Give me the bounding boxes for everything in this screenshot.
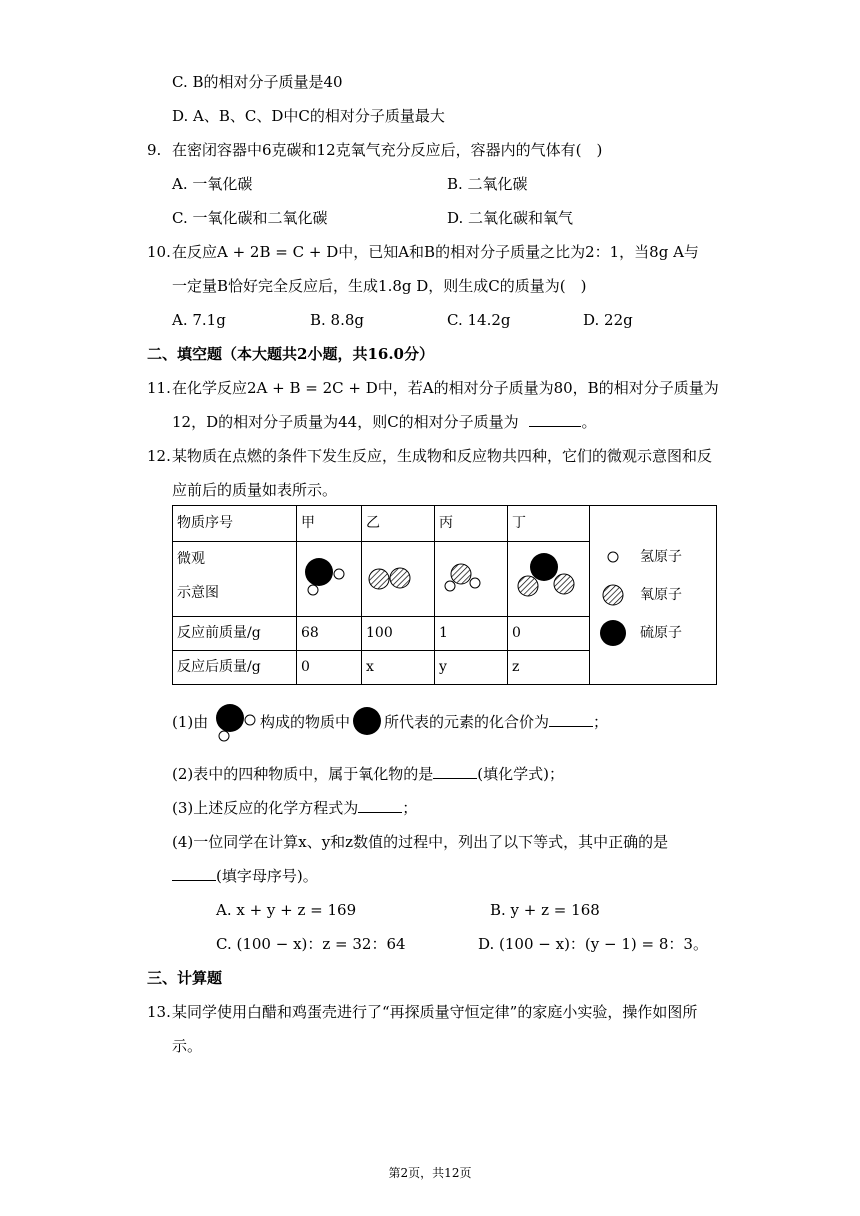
legend-oxygen-label: 氧原子 <box>640 586 682 603</box>
micro-ding <box>508 542 590 617</box>
legend-hydrogen-label: 氢原子 <box>640 548 682 565</box>
molecule-so2-icon <box>508 542 588 612</box>
sub3 <box>172 798 417 818</box>
sub4-text: (填字母序号)。 <box>216 867 318 885</box>
micro-bing <box>435 542 508 617</box>
sulfur-atom-icon <box>598 618 628 648</box>
q11-stem-line1: 在化学反应2A + B = 2C + D中，若A的相对分子质量为80，B的相对分子质量为 <box>172 379 719 397</box>
sub2-text: (2)表中的四种物质中，属于氧化物的是 <box>172 765 434 783</box>
after-yi: x <box>362 651 435 685</box>
substance-mass-table <box>172 505 717 685</box>
table-header-yi: 乙 <box>362 506 435 542</box>
micro-jia <box>297 542 362 617</box>
q10-stem-line1: 在反应A + 2B = C + D中，已知A和B的相对分子质量之比为2：1，当8g A与 <box>172 243 699 261</box>
sub1-suffix <box>384 712 608 732</box>
sub1-middle: 构成的物质中 <box>260 713 351 731</box>
q9-option-a: A. 一氧化碳 <box>172 175 253 193</box>
legend-oxygen <box>590 576 716 614</box>
before-jia: 68 <box>297 617 362 651</box>
table-header-bing: 丙 <box>435 506 508 542</box>
q12-stem-line2: 应前后的质量如表所示。 <box>172 481 338 499</box>
q9-option-d: D. 二氧化碳和氧气 <box>447 209 574 227</box>
micro-label-line2: 示意图 <box>177 585 219 601</box>
sub3-end: ； <box>402 799 418 817</box>
before-yi: 100 <box>362 617 435 651</box>
sub4-option-d: D. (100 − x)：(y − 1) = 8：3。 <box>478 935 708 953</box>
molecule-h2s-icon <box>297 542 355 612</box>
before-ding: 0 <box>508 617 590 651</box>
q9-option-c: C. 一氧化碳和二氧化碳 <box>172 209 328 227</box>
q10-option-a: A. 7.1g <box>172 311 226 329</box>
legend-sulfur <box>590 614 716 652</box>
inline-sulfur-atom-icon <box>351 705 383 737</box>
table-header-substance: 物质序号 <box>173 506 297 542</box>
inline-h2s-molecule-icon <box>210 700 258 744</box>
q9-option-b: B. 二氧化碳 <box>447 175 528 193</box>
sub1-end: ； <box>593 713 609 731</box>
q10-stem-line2: 一定量B恰好完全反应后，生成1.8g D，则生成C的质量为( ) <box>172 277 587 295</box>
sub1-text: 所代表的元素的化合价为 <box>384 713 550 731</box>
q10-option-c: C. 14.2g <box>447 311 511 329</box>
sub4-option-b: B. y + z = 168 <box>490 901 600 919</box>
q10-option-d: D. 22g <box>583 311 633 329</box>
micro-yi <box>362 542 435 617</box>
molecule-h2o-icon <box>435 542 505 612</box>
q12-stem-line1: 某物质在点燃的条件下发生反应，生成物和反应物共四种，它们的微观示意图和反 <box>172 447 713 465</box>
sub4-line2 <box>172 866 318 886</box>
table-header-jia: 甲 <box>297 506 362 542</box>
sub4-option-c: C. (100 − x)：z = 32：64 <box>216 935 406 953</box>
hydrogen-atom-icon <box>598 542 628 572</box>
q8-option-d: D. A、B、C、D中C的相对分子质量最大 <box>172 107 445 125</box>
table-before-label: 反应前质量/g <box>173 617 297 651</box>
before-bing: 1 <box>435 617 508 651</box>
section-2-heading: 二、填空题（本大题共2小题，共16.0分） <box>147 345 434 363</box>
sub3-text: (3)上述反应的化学方程式为 <box>172 799 359 817</box>
oxygen-atom-icon <box>598 580 628 610</box>
table-header-ding: 丁 <box>508 506 590 542</box>
after-jia: 0 <box>297 651 362 685</box>
q11-text: 12，D的相对分子质量为44，则C的相对分子质量为 <box>172 413 519 431</box>
after-ding: z <box>508 651 590 685</box>
q9-number: 9. <box>147 141 162 159</box>
page-footer: 第2页，共12页 <box>388 1166 472 1180</box>
atom-legend <box>590 506 717 685</box>
q8-option-c: C. B的相对分子质量是40 <box>172 73 343 91</box>
q11-stem-line2 <box>172 412 596 432</box>
sub4-option-a: A. x + y + z = 169 <box>216 901 357 919</box>
q10-option-b: B. 8.8g <box>310 311 365 329</box>
sub1-answer-blank <box>549 726 593 727</box>
q11-answer-blank <box>529 426 581 427</box>
molecule-o2-icon <box>362 542 432 612</box>
q12-number: 12. <box>147 447 171 465</box>
sub3-answer-blank <box>358 812 402 813</box>
sub4-answer-blank <box>172 880 216 881</box>
section-3-heading: 三、计算题 <box>147 969 223 987</box>
q10-number: 10. <box>147 243 171 261</box>
q13-number: 13. <box>147 1003 171 1021</box>
table-after-label: 反应后质量/g <box>173 651 297 685</box>
q9-stem: 在密闭容器中6克碳和12克氧气充分反应后，容器内的气体有( ) <box>172 141 603 159</box>
sub2-answer-blank <box>433 778 477 779</box>
after-bing: y <box>435 651 508 685</box>
sub4-line1: (4)一位同学在计算x、y和z数值的过程中，列出了以下等式，其中正确的是 <box>172 833 669 851</box>
legend-sulfur-label: 硫原子 <box>640 624 682 641</box>
legend-hydrogen <box>590 538 716 576</box>
q13-stem-line2: 示。 <box>172 1037 203 1055</box>
q11-number: 11. <box>147 379 171 397</box>
sub1-prefix: (1)由 <box>172 713 209 731</box>
micro-label-line1: 微观 <box>177 551 205 567</box>
sub2 <box>172 764 564 784</box>
sub2-end: (填化学式)； <box>477 765 564 783</box>
table-micro-label <box>173 542 297 617</box>
q13-stem-line1: 某同学使用白醋和鸡蛋壳进行了“再探质量守恒定律”的家庭小实验，操作如图所 <box>172 1003 698 1021</box>
q11-end: 。 <box>581 413 597 431</box>
